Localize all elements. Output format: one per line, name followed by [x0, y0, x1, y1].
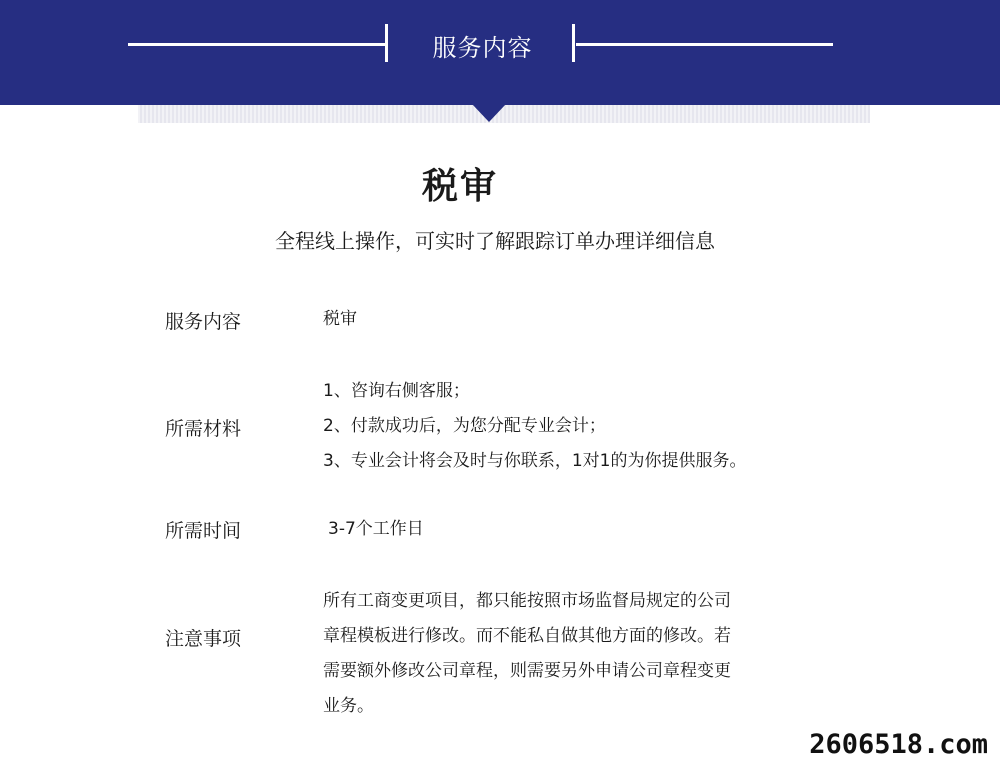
notes-label: 注意事项	[165, 628, 242, 650]
notes-line: 所有工商变更项目，都只能按照市场监督局规定的公司	[323, 591, 731, 611]
header-banner	[0, 0, 1000, 105]
page-subtitle: 全程线上操作，可实时了解跟踪订单办理详细信息	[275, 229, 715, 253]
materials-item: 2、付款成功后，为您分配专业会计；	[323, 416, 606, 436]
page-title: 税审	[421, 166, 498, 207]
header-title: 服务内容	[432, 34, 533, 62]
header-tick-left	[385, 24, 388, 62]
time-label: 所需时间	[165, 520, 242, 542]
service-label: 服务内容	[165, 311, 242, 333]
notes-line: 章程模板进行修改。而不能私自做其他方面的修改。若	[323, 626, 731, 646]
materials-item: 3、专业会计将会及时与你联系，1对1的为你提供服务。	[323, 451, 747, 471]
header-tick-right	[572, 24, 575, 62]
header-pointer-notch	[472, 104, 506, 122]
materials-list	[323, 374, 746, 479]
watermark-text: 2606518.com	[809, 729, 988, 760]
header-divider-right	[576, 43, 833, 46]
time-value: 3-7个工作日	[328, 519, 424, 539]
header-divider-left	[128, 43, 385, 46]
notes-text	[323, 584, 731, 724]
materials-item: 1、咨询右侧客服；	[323, 381, 470, 401]
service-value: 税审	[323, 309, 357, 329]
notes-line: 需要额外修改公司章程，则需要另外申请公司章程变更	[323, 661, 731, 681]
materials-label: 所需材料	[165, 418, 242, 440]
notes-line: 业务。	[323, 696, 374, 716]
